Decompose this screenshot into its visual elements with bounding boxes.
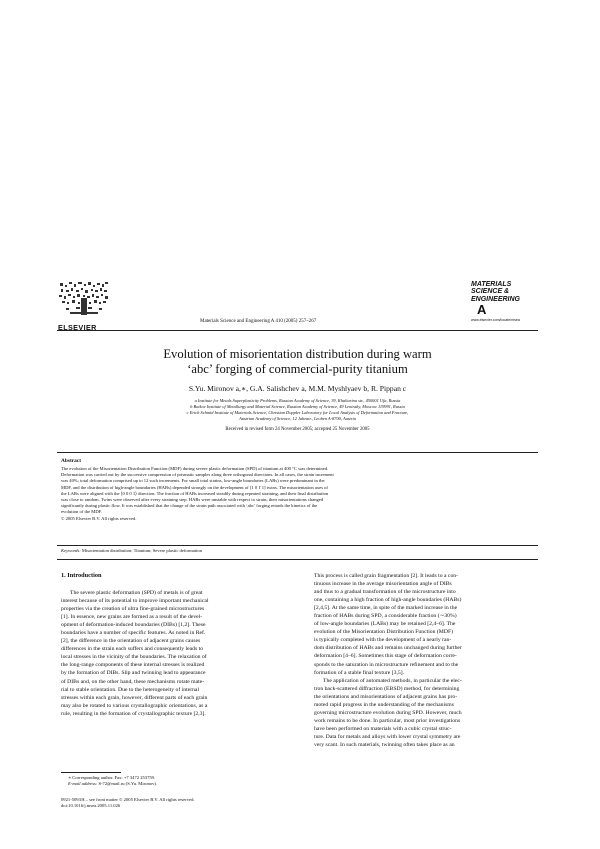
abstract-line-4: MDF, and the distribution of high-angle boundaries (HABs) depended strongly on the development of [1 0 1̄ 1] twins. The misorientation axes of — [61, 484, 328, 490]
left-line-3: properties via the creation of ultra fine-grained microstructures — [61, 606, 205, 613]
right-line-4: one, containing a high fraction of high-angle boundaries (HABs) — [314, 597, 462, 604]
left-line-11: by the formation of DIBs. Slip and twinning lead to appearance — [61, 670, 206, 677]
left-line-7: [2], the difference in the orientation of adjacent grains causes — [61, 638, 201, 645]
right-line-3: and thus to a gradual transformation of the microstructure into — [314, 589, 456, 596]
right-line-19: work remains to be done. In particular, most prior investigations — [314, 717, 461, 724]
left-line-15: may also be rotated to various crystallographic orientations, as a — [61, 702, 208, 709]
keywords — [61, 548, 537, 554]
journal-url[interactable]: www.elsevier.com/locate/msea — [471, 318, 520, 322]
footnote-rule — [61, 772, 121, 773]
affiliation-c: c Erich Schmid Institute of Materials Science, Christian Doppler Laboratory for Local Analysis of Deformation and Fracture, — [186, 410, 409, 416]
left-line-8: differences in the strain each suffers and consequently leads to — [61, 646, 204, 653]
email-label: E-mail address: — [68, 781, 98, 787]
title-line-1: Evolution of misorientation distribution during warm — [163, 347, 432, 361]
journal-logo-line-3: ENGINEERING — [471, 295, 521, 303]
keywords-rule — [57, 559, 538, 560]
abstract-line-1: The evolution of the Misorientation Distribution Function (MDF) during severe plastic deformation (SPD) of titanium at 400 °C was determined. — [61, 466, 329, 471]
abstract-bottom-rule — [57, 545, 538, 546]
author-list: S.Yu. Mironov a,∗, G.A. Salishchev a, M.M. Myshlyaev b, R. Pippan c — [188, 384, 407, 393]
right-line-5: [2,4,5]. At the same time, in spite of the marked increase in the — [314, 605, 458, 612]
affiliations — [57, 398, 538, 422]
right-line-9: is typically completed with the development of a nearly ran- — [314, 637, 452, 644]
abstract-line-8: evolution of the MDF. — [61, 509, 102, 515]
right-line-7: of low-angle boundaries (LABs) may be retained [2,4–6]. The — [314, 621, 456, 628]
journal-logo-line-2: SCIENCE & — [471, 288, 510, 296]
right-line-18: governing microstructure evolution during SPD. However, much — [314, 709, 462, 716]
right-line-8: evolution of the Misorientation Distribution Function (MDF) — [314, 629, 454, 636]
right-line-20: have been performed on materials with a cubic crystal struc- — [314, 725, 452, 732]
journal-logo — [471, 281, 531, 316]
journal-logo-line-1: MATERIALS — [471, 281, 512, 288]
abstract-body — [61, 466, 537, 522]
affiliation-a: a Institute for Metals Superplasticity Problems, Russian Academy of Science, 39, Khalturina str., 450001 Ufa, Russia — [194, 398, 401, 403]
abstract-heading: Abstract — [61, 458, 82, 464]
left-line-13: rial to stable orientation. Due to the heterogeneity of internal — [61, 686, 200, 693]
doi-line[interactable]: doi:10.1016/j.msea.2005.11.026 — [61, 803, 121, 809]
left-line-14: stresses within each grain, however, different parts of each grain — [61, 694, 208, 701]
right-line-10: dom distribution of HABs and remains unchanged during further — [314, 645, 462, 652]
left-line-2: interest because of its potential to improve important mechanical — [61, 598, 209, 605]
right-line-1: This process is called grain fragmentation [2]. It leads to a con- — [314, 573, 459, 579]
right-line-14: The application of automated methods, in particular the elec- — [323, 677, 462, 684]
section-heading: 1. Introduction — [61, 572, 102, 579]
abstract-line-2: Deformation was carried out by the successive compression of prismatic samples along three orthogonal directions. In all cases, the strain increment — [61, 472, 334, 478]
keywords-label: Keywords: — [61, 548, 81, 553]
paper-title — [57, 347, 538, 377]
elsevier-logo — [58, 281, 110, 332]
right-line-22: very scant. In such materials, twinning often takes place as an — [314, 741, 455, 748]
publisher-logo-text: ELSEVIER — [58, 323, 97, 332]
left-line-6: boundaries have a number of specific features. As noted in Ref. — [61, 630, 206, 637]
abstract-line-6: was close to random. Twins were observed after every straining step. HABs were unstable with respect to strain; their misorientations changed — [61, 497, 324, 503]
right-line-6: fraction of HABs during SPD, a considerable fraction (∼30%) — [314, 613, 457, 620]
elsevier-tree-icon — [58, 281, 110, 317]
footnote-line-1: ∗ Corresponding author. Fax: +7 3472 253759. — [68, 775, 156, 780]
footnote-line-2 — [68, 781, 284, 787]
abstract-line-5: the LABs were aligned with the ⟨0 0 0 1⟩ direction. The fraction of HABs increased steadily during repeated straining, and their final distribution — [61, 490, 329, 496]
right-column-text — [314, 572, 537, 749]
abstract-line-3: was 40%; total deformation comprised up to 12 such increments. For small total strains, low-angle boundaries (LABs) were predominant in the — [61, 478, 325, 484]
abstract-top-rule — [57, 452, 538, 453]
journal-citation: Materials Science and Engineering A 410 (2005) 257–267 — [200, 319, 317, 324]
bottom-info — [61, 797, 291, 809]
left-line-16: rule, resulting in the formation of crystallographic texture [2,3]. — [61, 710, 206, 717]
left-column-text — [61, 589, 284, 718]
left-line-12: of DIBs and, on the other hand, these mechanisms rotate mate- — [61, 678, 205, 685]
journal-logo-letter: A — [477, 301, 487, 317]
received-dates: Received in revised form 24 November 2005; accepted 25 November 2005 — [225, 427, 370, 432]
right-line-2: tinuous increase in the average misorientation angle of DIBs — [314, 581, 452, 588]
abstract-copyright: © 2005 Elsevier B.V. All rights reserved. — [61, 515, 137, 521]
left-line-4: [1]. In essence, new grains are formed as a result of the devel- — [61, 614, 203, 621]
left-line-9: local stresses in the vicinity of the boundaries. The relaxation of — [61, 654, 207, 661]
right-line-16: the orientations and misorientations of adjacent grains has pro- — [314, 693, 458, 700]
right-line-13: formation of a stable final texture [3,5]. — [314, 669, 405, 676]
footnote — [68, 775, 284, 787]
right-line-17: moted rapid progress in the understanding of the mechanisms — [314, 701, 454, 708]
issn-line: 0921-5093/$ – see front matter © 2005 Elsevier B.V. All rights reserved. — [61, 797, 195, 802]
right-line-21: ture. Data for metals and alloys with lower crystal symmetry are — [314, 733, 461, 740]
left-line-5: opment of deformation-induced boundaries (DIBs) [1,2]. These — [61, 622, 206, 629]
left-line-10: the long-range components of these internal stresses is realized — [61, 662, 205, 669]
affiliation-b: b Baikov Institute of Metallurgy and Material Science, Russian Academy of Science, 49 Leninsky, Moscow 119991, Russia — [190, 404, 405, 410]
keywords-text: Misorientation distribution; Titanium; Severe plastic deformation — [81, 548, 202, 553]
right-line-15: tron back-scattered diffraction (EBSD) method, for determining — [314, 685, 460, 692]
left-line-1: The severe plastic deformation (SPD) of metals is of great — [70, 590, 203, 596]
title-line-2: ‘abc’ forging of commercial-purity titanium — [187, 362, 408, 376]
masthead-rule — [57, 330, 538, 331]
email-address[interactable]: S-72@mail.ru (S.Yu. Mironov). — [98, 781, 158, 787]
affiliation-c-cont: Austrian Academy of Science, 12 Jahnstr., Leoben A-8700, Austria — [239, 416, 356, 422]
abstract-line-7: significantly during plastic flow. It was established that the change of the strain path associated with ‘abc’ forging retards the kinetics of the — [61, 503, 318, 509]
right-line-12: sponds to the saturation in microstructure refinement and to the — [314, 661, 459, 668]
right-line-11: deformation [4–6]. Sometimes this stage of deformation corre- — [314, 653, 457, 660]
